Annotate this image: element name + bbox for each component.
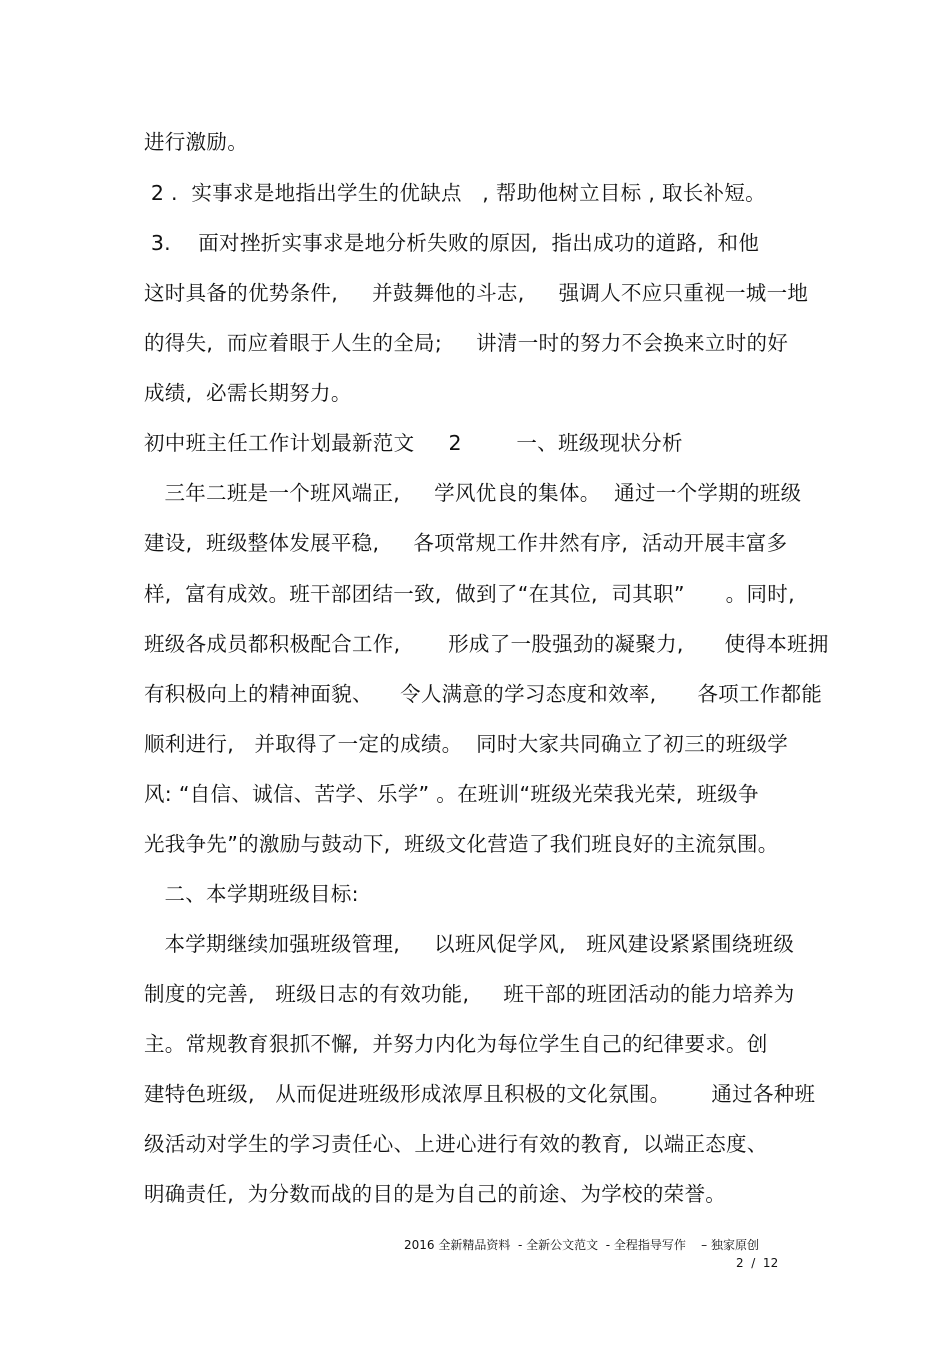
body-text-line: 风: “自信、诚信、苦学、乐学” 。在班训“班级光荣我光荣, 班级争 bbox=[144, 782, 759, 806]
body-text-line: 制度的完善, 班级日志的有效功能, 班干部的班团活动的能力培养为 bbox=[144, 982, 795, 1006]
body-text-line: 样, 富有成效。班干部团结一致, 做到了“在其位, 司其职” 。同时, bbox=[144, 582, 795, 606]
numbered-item-3: 3. 面对挫折实事求是地分析失败的原因, 指出成功的道路, 和他 bbox=[144, 231, 760, 255]
page-number: 2 / 12 bbox=[736, 1256, 779, 1270]
body-text-line: 进行激励。 bbox=[144, 130, 248, 154]
body-text-line: 班级各成员都积极配合工作, 形成了一股强劲的凝聚力, 使得本班拥 bbox=[144, 632, 829, 656]
body-text-line: 这时具备的优势条件, 并鼓舞他的斗志, 强调人不应只重视一城一地 bbox=[144, 281, 809, 305]
numbered-item-2: 2 . 实事求是地指出学生的优缺点 , 帮助他树立目标 , 取长补短。 bbox=[144, 181, 766, 205]
body-text-line: 建特色班级, 从而促进班级形成浓厚且积极的文化氛围。 通过各种班 bbox=[144, 1082, 816, 1106]
body-text-line: 成绩, 必需长期努力。 bbox=[144, 381, 352, 405]
body-text-line: 有积极向上的精神面貌、 令人满意的学习态度和效率, 各项工作都能 bbox=[144, 682, 823, 706]
body-text-line: 光我争先”的激励与鼓动下, 班级文化营造了我们班良好的主流氛围。 bbox=[144, 832, 779, 856]
body-text-line: 级活动对学生的学习责任心、上进心进行有效的教育, 以端正态度、 bbox=[144, 1132, 768, 1156]
body-text-line: 三年二班是一个班风端正, 学风优良的集体。 通过一个学期的班级 bbox=[144, 481, 802, 505]
body-text-line: 明确责任, 为分数而战的目的是为自己的前途、为学校的荣誉。 bbox=[144, 1182, 727, 1206]
body-text-line: 顺利进行, 并取得了一定的成绩。 同时大家共同确立了初三的班级学 bbox=[144, 732, 789, 756]
section-heading: 初中班主任工作计划最新范文 2 一、班级现状分析 bbox=[144, 431, 683, 455]
body-text-line: 主。常规教育狠抓不懈, 并努力内化为每位学生自己的纪律要求。创 bbox=[144, 1032, 768, 1056]
body-text-line: 本学期继续加强班级管理, 以班风促学风, 班风建设紧紧围绕班级 bbox=[144, 932, 795, 956]
footer-tagline: 2016 全新精品资料 - 全新公文范文 - 全程指导写作 – 独家原创 bbox=[404, 1238, 759, 1252]
body-text-line: 建设, 班级整体发展平稳, 各项常规工作井然有序, 活动开展丰富多 bbox=[144, 531, 788, 555]
section-heading: 二、本学期班级目标: bbox=[144, 882, 359, 906]
body-text-line: 的得失, 而应着眼于人生的全局; 讲清一时的努力不会换来立时的好 bbox=[144, 331, 789, 355]
